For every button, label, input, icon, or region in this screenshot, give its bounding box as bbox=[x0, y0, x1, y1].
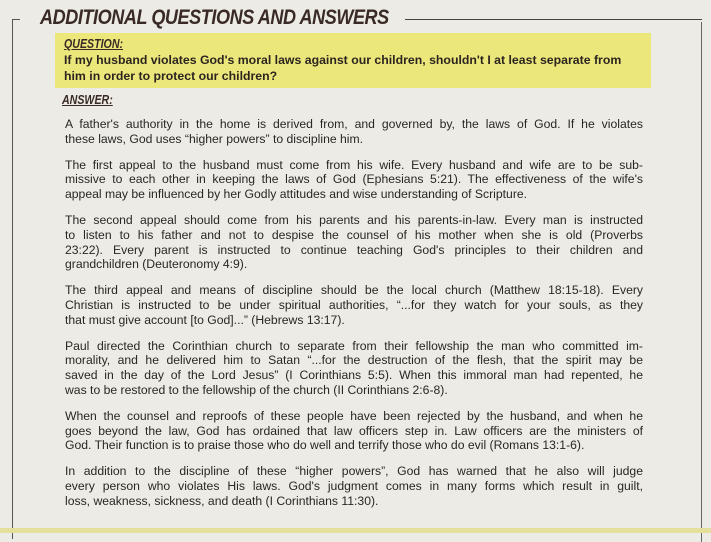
answer-line: to listen to his father and not to despise the counsel of his mother when she is old (Proverbs bbox=[65, 227, 643, 242]
frame-border-left bbox=[12, 19, 13, 539]
answer-body bbox=[65, 117, 643, 520]
question-label: QUESTION: bbox=[64, 37, 124, 51]
question-line: him in order to protect our children? bbox=[64, 69, 278, 83]
answer-line: 23:22). Every parent is instructed to continue teaching God's principles to their children and bbox=[65, 242, 643, 257]
answer-line: A father's authority in the home is derived from, and governed by, the laws of God. If he violates bbox=[65, 117, 643, 131]
answer-paragraph bbox=[65, 158, 643, 202]
answer-line: Christian is instructed to be under spiritual authorities, “...for they watch for your souls, as they bbox=[65, 297, 643, 312]
frame-border-top-left bbox=[12, 19, 20, 20]
answer-line: In addition to the discipline of these “higher powers”, God has warned that he also will judge bbox=[65, 464, 643, 479]
answer-line: missive to each other in keeping the laws of God (Ephesians 5:21). The effectiveness of the wife's bbox=[65, 172, 643, 187]
answer-line: these laws, God uses “higher powers” to discipline him. bbox=[65, 131, 364, 146]
answer-line: The second appeal should come from his parents and his parents-in-law. Every man is instructed bbox=[65, 212, 643, 227]
answer-label: ANSWER: bbox=[62, 93, 113, 107]
answer-line: The first appeal to the husband must come from his wife. Every husband and wife are to be sub- bbox=[65, 157, 643, 172]
answer-line: appeal may be influenced by her Godly attitudes and wise understanding of Scripture. bbox=[65, 187, 528, 202]
section-title: ADDITIONAL QUESTIONS AND ANSWERS bbox=[40, 6, 389, 29]
answer-paragraph bbox=[65, 283, 643, 327]
answer-line: was to be restored to the fellowship of the church (II Corinthians 2:6-8). bbox=[65, 382, 448, 397]
answer-line: every person who violates His laws. God's judgment comes in many forms which result in guilt, bbox=[65, 478, 643, 493]
answer-paragraph bbox=[65, 117, 643, 147]
answer-line: God. Their function is to praise those who do well and terrify those who do evil (Romans 13:1-6). bbox=[65, 438, 585, 453]
answer-paragraph bbox=[65, 464, 643, 508]
frame-border-top-right bbox=[405, 19, 702, 20]
answer-line: goes beyond the law, God has ordained that law officers step in. Law officers are the ministers of bbox=[65, 423, 643, 438]
question-text bbox=[64, 52, 646, 84]
answer-paragraph bbox=[65, 213, 643, 272]
answer-line: loss, weakness, sickness, and death (I Corinthians 11:30). bbox=[65, 493, 379, 508]
answer-line: When the counsel and reproofs of these people have been rejected by the husband, and when he bbox=[65, 408, 643, 423]
answer-line: that must give account [to God]...” (Hebrews 13:17). bbox=[65, 312, 345, 327]
answer-line: grandchildren (Deuteronomy 4:9). bbox=[65, 257, 248, 272]
answer-line: saved in the day of the Lord Jesus” (I Corinthians 5:5). When this immoral man had repented, he bbox=[65, 368, 643, 383]
next-highlight-strip bbox=[0, 528, 711, 533]
answer-paragraph bbox=[65, 339, 643, 398]
answer-paragraph bbox=[65, 409, 643, 453]
frame-border-right bbox=[701, 22, 702, 542]
answer-line: The third appeal and means of discipline should be the local church (Matthew 18:15-18). Every bbox=[65, 283, 643, 298]
question-box bbox=[55, 33, 651, 88]
answer-line: morality, and he delivered him to Satan “...for the destruction of the flesh, that the spirit may be bbox=[65, 353, 643, 368]
answer-line: Paul directed the Corinthian church to separate from their fellowship the man who committed im- bbox=[65, 338, 643, 353]
question-line: If my husband violates God's moral laws against our children, shouldn't I at least separate from bbox=[64, 53, 622, 67]
